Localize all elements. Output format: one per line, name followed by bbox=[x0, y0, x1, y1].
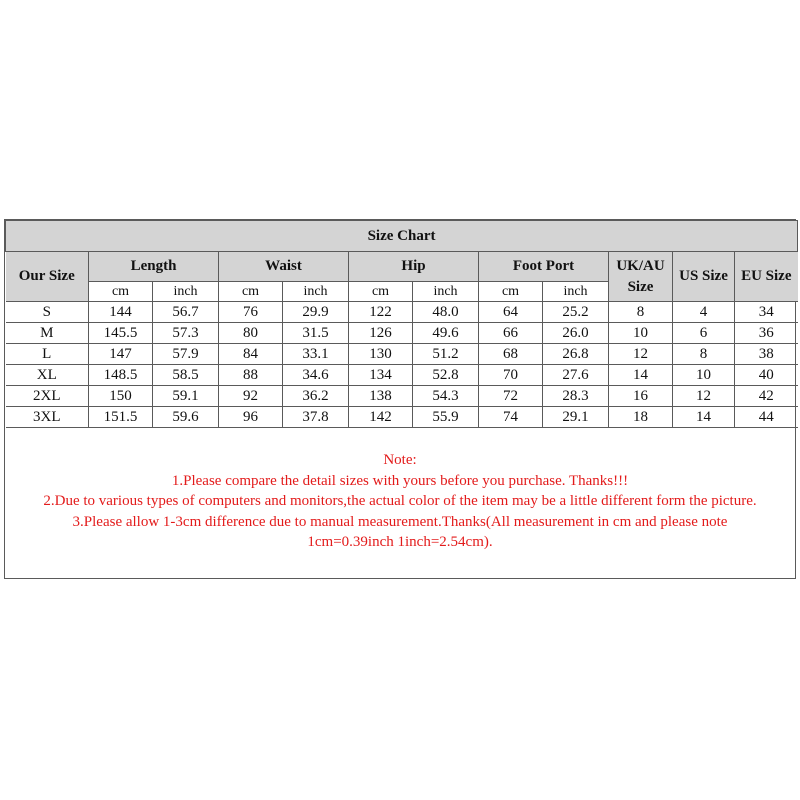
table-cell: 8 bbox=[609, 302, 673, 323]
table-cell: 138 bbox=[349, 386, 413, 407]
size-chart bbox=[4, 219, 796, 579]
table-cell: 27.6 bbox=[543, 365, 609, 386]
table-cell: 16 bbox=[609, 386, 673, 407]
unit-label: inch bbox=[543, 282, 609, 302]
unit-label: inch bbox=[413, 282, 479, 302]
hip-header: Hip bbox=[349, 252, 479, 282]
table-cell: 25.2 bbox=[543, 302, 609, 323]
table-cell: 28.3 bbox=[543, 386, 609, 407]
uk-au-size-header: UK/AU Size bbox=[609, 252, 673, 302]
table-cell: 44 bbox=[735, 407, 798, 428]
table-cell: 38 bbox=[735, 344, 798, 365]
table-cell: 68 bbox=[479, 344, 543, 365]
table-cell: 72 bbox=[479, 386, 543, 407]
size-chart-table bbox=[5, 220, 798, 428]
table-cell: 4 bbox=[673, 302, 735, 323]
us-size-header: US Size bbox=[673, 252, 735, 302]
table-cell: 74 bbox=[479, 407, 543, 428]
table-cell: 14 bbox=[673, 407, 735, 428]
table-row bbox=[6, 407, 798, 428]
table-cell: 33.1 bbox=[283, 344, 349, 365]
table-cell: 54.3 bbox=[413, 386, 479, 407]
table-cell: 96 bbox=[219, 407, 283, 428]
table-cell: 88 bbox=[219, 365, 283, 386]
table-cell: 66 bbox=[479, 323, 543, 344]
note-line: 2.Due to various types of computers and monitors,the actual color of the item may be a little different form the picture. bbox=[43, 493, 757, 509]
chart-title: Size Chart bbox=[6, 221, 798, 252]
table-cell: 52.8 bbox=[413, 365, 479, 386]
unit-label: inch bbox=[153, 282, 219, 302]
table-cell: 36 bbox=[735, 323, 798, 344]
table-cell: 6 bbox=[673, 323, 735, 344]
table-cell: 56.7 bbox=[153, 302, 219, 323]
table-cell: 144 bbox=[89, 302, 153, 323]
notes-section bbox=[0, 428, 800, 553]
table-cell: 64 bbox=[479, 302, 543, 323]
table-cell: 36.2 bbox=[283, 386, 349, 407]
table-cell: 70 bbox=[479, 365, 543, 386]
table-row bbox=[6, 365, 798, 386]
table-cell: 18 bbox=[609, 407, 673, 428]
length-header: Length bbox=[89, 252, 219, 282]
table-cell: 57.9 bbox=[153, 344, 219, 365]
table-row bbox=[6, 323, 798, 344]
note-line: 1.Please compare the detail sizes with yours before you purchase. Thanks!!! bbox=[171, 472, 629, 489]
note-heading: Note: bbox=[383, 452, 417, 468]
table-cell: 34.6 bbox=[283, 365, 349, 386]
table-cell: 84 bbox=[219, 344, 283, 365]
our-size-header: Our Size bbox=[6, 252, 89, 302]
size-cell: XL bbox=[6, 365, 89, 386]
unit-label: cm bbox=[219, 282, 283, 302]
unit-label: cm bbox=[349, 282, 413, 302]
table-cell: 126 bbox=[349, 323, 413, 344]
size-cell: S bbox=[6, 302, 89, 323]
table-row bbox=[6, 344, 798, 365]
unit-label: cm bbox=[479, 282, 543, 302]
table-cell: 147 bbox=[89, 344, 153, 365]
unit-label: inch bbox=[283, 282, 349, 302]
table-cell: 151.5 bbox=[89, 407, 153, 428]
table-cell: 29.1 bbox=[543, 407, 609, 428]
eu-size-header: EU Size bbox=[735, 252, 798, 302]
table-cell: 49.6 bbox=[413, 323, 479, 344]
table-cell: 59.6 bbox=[153, 407, 219, 428]
table-cell: 37.8 bbox=[283, 407, 349, 428]
table-cell: 42 bbox=[735, 386, 798, 407]
waist-header: Waist bbox=[219, 252, 349, 282]
table-cell: 59.1 bbox=[153, 386, 219, 407]
table-cell: 148.5 bbox=[89, 365, 153, 386]
size-cell: L bbox=[6, 344, 89, 365]
table-cell: 122 bbox=[349, 302, 413, 323]
table-cell: 55.9 bbox=[413, 407, 479, 428]
table-cell: 34 bbox=[735, 302, 798, 323]
table-cell: 134 bbox=[349, 365, 413, 386]
foot-port-header: Foot Port bbox=[479, 252, 609, 282]
table-cell: 51.2 bbox=[413, 344, 479, 365]
table-cell: 150 bbox=[89, 386, 153, 407]
table-cell: 48.0 bbox=[413, 302, 479, 323]
table-cell: 92 bbox=[219, 386, 283, 407]
size-cell: 2XL bbox=[6, 386, 89, 407]
size-cell: M bbox=[6, 323, 89, 344]
table-cell: 57.3 bbox=[153, 323, 219, 344]
table-cell: 80 bbox=[219, 323, 283, 344]
note-line: 1cm=0.39inch 1inch=2.54cm). bbox=[307, 534, 493, 550]
table-cell: 26.0 bbox=[543, 323, 609, 344]
table-cell: 40 bbox=[735, 365, 798, 386]
table-row bbox=[6, 302, 798, 323]
table-cell: 58.5 bbox=[153, 365, 219, 386]
table-cell: 76 bbox=[219, 302, 283, 323]
unit-label: cm bbox=[89, 282, 153, 302]
table-cell: 142 bbox=[349, 407, 413, 428]
table-cell: 29.9 bbox=[283, 302, 349, 323]
table-cell: 145.5 bbox=[89, 323, 153, 344]
note-line: 3.Please allow 1-3cm difference due to manual measurement.Thanks(All measurement in cm and please note bbox=[72, 513, 728, 530]
table-cell: 130 bbox=[349, 344, 413, 365]
table-cell: 14 bbox=[609, 365, 673, 386]
table-row bbox=[6, 386, 798, 407]
table-cell: 10 bbox=[673, 365, 735, 386]
table-cell: 10 bbox=[609, 323, 673, 344]
size-cell: 3XL bbox=[6, 407, 89, 428]
table-cell: 12 bbox=[673, 386, 735, 407]
table-cell: 8 bbox=[673, 344, 735, 365]
table-cell: 12 bbox=[609, 344, 673, 365]
table-cell: 26.8 bbox=[543, 344, 609, 365]
table-cell: 31.5 bbox=[283, 323, 349, 344]
